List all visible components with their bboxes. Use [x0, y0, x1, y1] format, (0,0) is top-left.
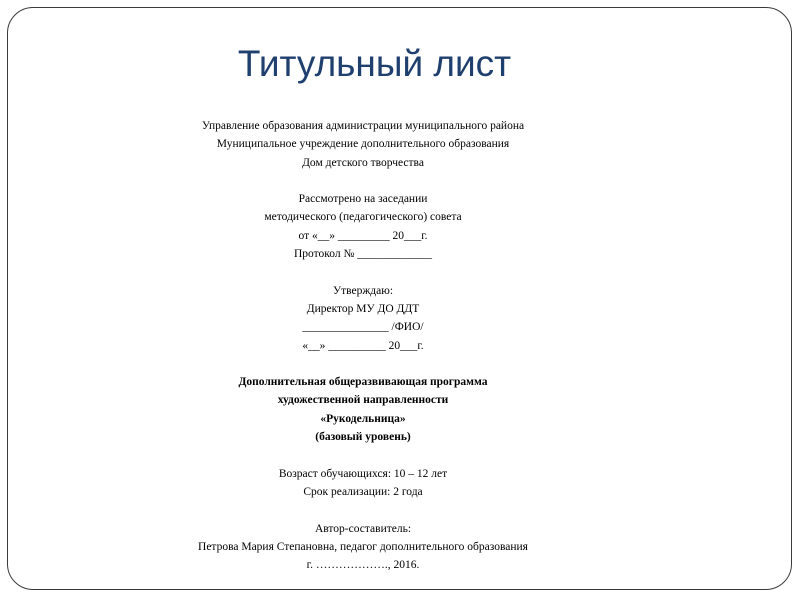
- author-block: [108, 520, 618, 575]
- header-line-department: Управление образования администрации муниципального района: [201, 120, 525, 132]
- program-type: Дополнительная общеразвивающая программа: [238, 376, 488, 389]
- approved-signature: _______________ /ФИО/: [302, 321, 424, 334]
- reviewed-block: [108, 190, 618, 263]
- author-label: Автор-составитель:: [314, 522, 412, 535]
- reviewed-line-2: методического (педагогического) совета: [264, 211, 462, 224]
- header-line-institution: Муниципальное учреждение дополнительного образования: [216, 138, 510, 151]
- reviewed-date: от «__» _________ 20___г.: [298, 229, 428, 242]
- approved-block: [108, 282, 618, 355]
- program-direction: художественной направленности: [277, 394, 449, 407]
- program-duration: Срок реализации: 2 года: [303, 485, 423, 498]
- approved-label: Утверждаю:: [332, 284, 394, 297]
- spacer: [108, 355, 618, 373]
- program-level: (базовый уровень): [315, 431, 411, 444]
- institution-header: [108, 117, 618, 172]
- title-page-document: [108, 117, 618, 574]
- spacer: [108, 501, 618, 519]
- program-name: «Рукодельница»: [320, 412, 406, 425]
- program-block: [108, 373, 618, 446]
- slide-frame: [7, 7, 792, 590]
- spacer: [108, 263, 618, 281]
- reviewed-protocol: Протокол № _____________: [293, 248, 433, 261]
- spacer: [108, 172, 618, 190]
- city-year: г. ………………., 2016.: [306, 559, 420, 572]
- details-block: [108, 465, 618, 502]
- header-line-house: Дом детского творчества: [302, 156, 424, 169]
- approved-director: Директор МУ ДО ДДТ: [306, 302, 420, 315]
- slide-title: Титульный лист: [237, 43, 512, 84]
- approved-date: «__» __________ 20___г.: [302, 339, 424, 352]
- spacer: [108, 446, 618, 464]
- student-age: Возраст обучающихся: 10 – 12 лет: [278, 467, 448, 480]
- reviewed-line-1: Рассмотрено на заседании: [298, 193, 428, 206]
- author-name: Петрова Мария Степановна, педагог дополнительного образования: [198, 540, 528, 553]
